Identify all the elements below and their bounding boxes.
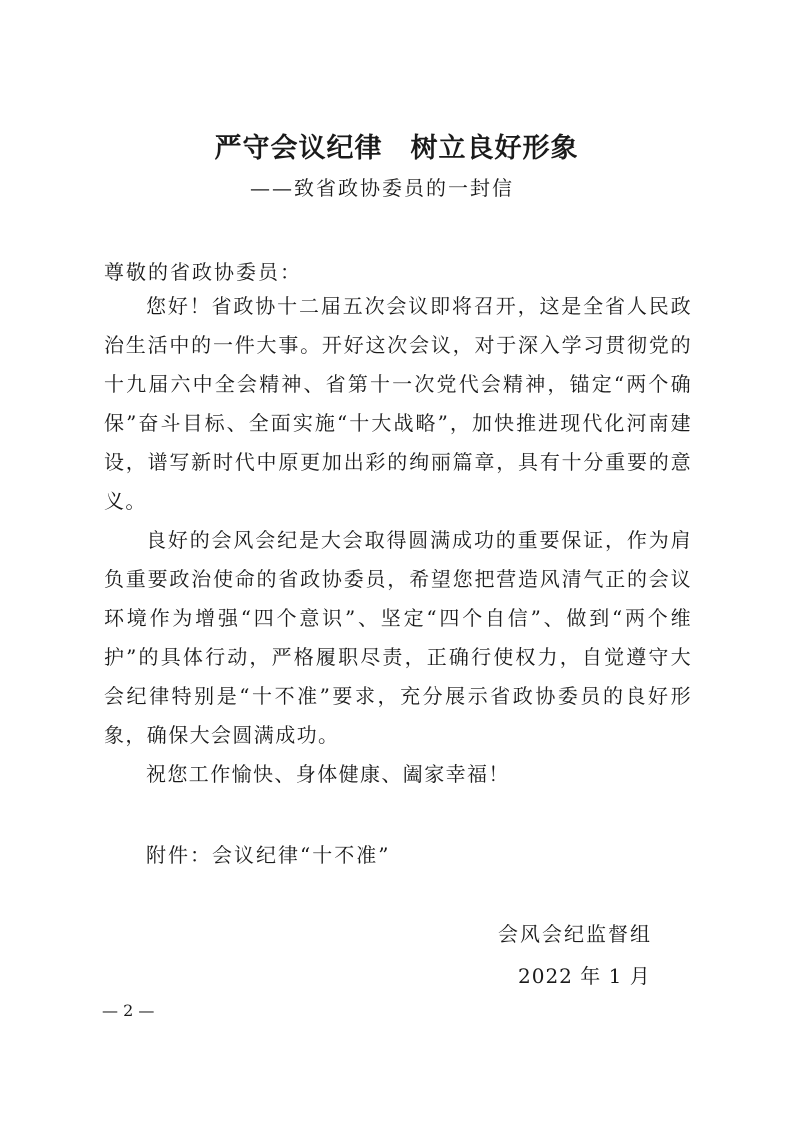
paragraph-wishes: 祝您工作愉快、身体健康、阖家幸福！ [146, 762, 510, 786]
attachment-line: 附件：会议纪律“十不准” [146, 843, 391, 867]
paragraph-greeting: 您好！省政协十二届五次会议即将召开，这是全省人民政治生活中的一件大事。开好这次会议，对于深入学习贯彻党的十九届六中全会精神、省第十一次党代会精神，锚定“两个确保”奋斗目标、全面实施“十大战略”，加快推进现代化河南建设，谱写新时代中原更加出彩的绚丽篇章，具有十分重要的意义。 [104, 294, 692, 513]
letter-title: 严守会议纪律 树立良好形象 [214, 133, 579, 164]
letter-date: 2022 年 1 月 [518, 964, 651, 988]
letter-body [104, 287, 692, 794]
page-number: — 2 — [102, 1001, 155, 1020]
letter-subtitle: ——致省政协委员的一封信 [250, 176, 514, 200]
paragraph-discipline: 良好的会风会纪是大会取得圆满成功的重要保证，作为肩负重要政治使命的省政协委员，希望您把营造风清气正的会议环境作为增强“四个意识”、坚定“四个自信”、做到“两个维护”的具体行动，严格履职尽责，正确行使权力，自觉遵守大会纪律特别是“十不准”要求，充分展示省政协委员的良好形象，确保大会圆满成功。 [104, 528, 692, 747]
salutation: 尊敬的省政协委员： [104, 260, 302, 284]
signer: 会风会纪监督组 [498, 922, 652, 946]
